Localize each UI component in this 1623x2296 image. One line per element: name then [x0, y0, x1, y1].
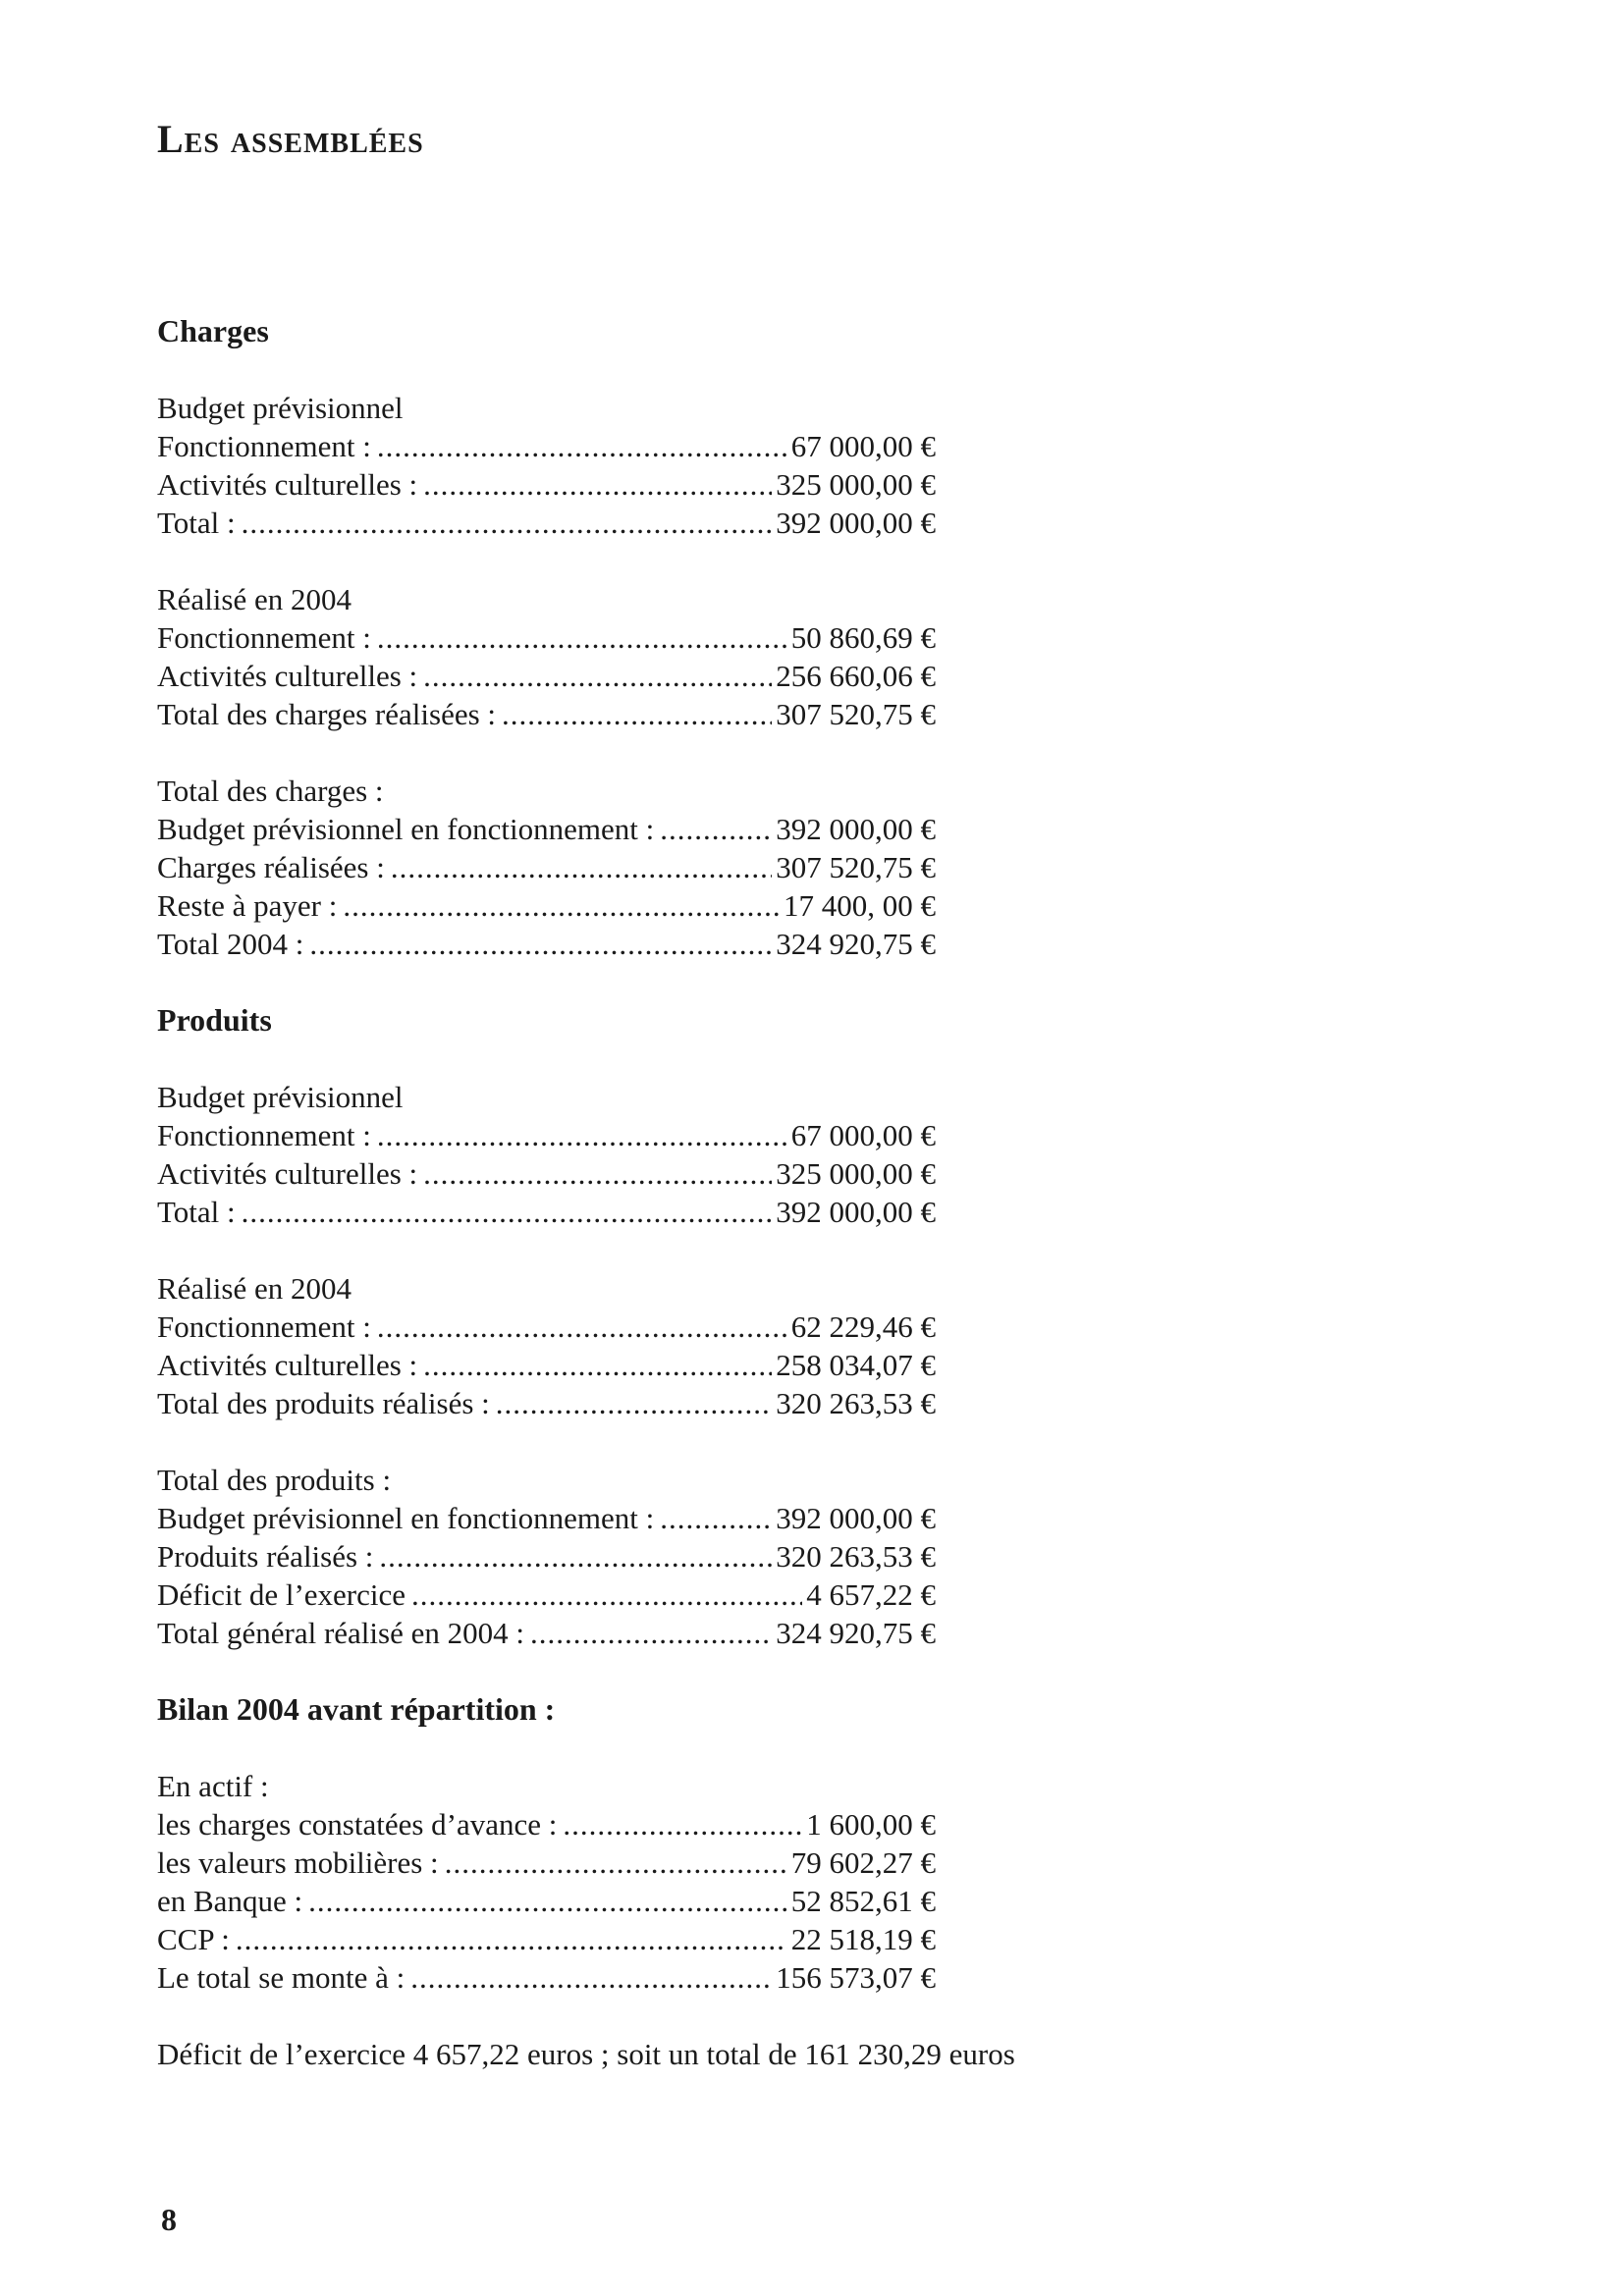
page-heading: Les assemblées [157, 117, 424, 161]
row-label: Total des charges réalisées : [157, 697, 497, 731]
row-label: Total : [157, 506, 236, 540]
row-value: 62 229,46 € [790, 1309, 936, 1344]
row-label: en Banque : [157, 1884, 303, 1918]
dot-leader [391, 848, 772, 886]
row-label: Activités culturelles : [157, 1156, 418, 1191]
row-value: 156 573,07 € [776, 1960, 936, 1995]
row-value: 52 852,61 € [790, 1884, 936, 1918]
ledger-row [157, 1920, 936, 1958]
ledger-row [157, 848, 936, 886]
row-value: 307 520,75 € [776, 850, 936, 884]
row-value: 392 000,00 € [776, 1501, 936, 1535]
group-title: Total des produits : [157, 1463, 392, 1497]
group-title: Budget prévisionnel [157, 1080, 404, 1114]
ledger-row [157, 1116, 936, 1154]
ledger-row [157, 1575, 936, 1614]
ledger-row [157, 1308, 936, 1346]
row-label: CCP : [157, 1922, 230, 1956]
row-label: Budget prévisionnel en fonctionnement : [157, 1501, 655, 1535]
dot-leader [377, 1308, 787, 1346]
row-value: 325 000,00 € [776, 467, 936, 502]
dot-leader [563, 1805, 802, 1843]
row-value: 324 920,75 € [776, 1616, 936, 1650]
dot-leader [660, 810, 772, 848]
ledger-row [157, 1958, 936, 1997]
ledger-row [157, 465, 936, 504]
row-value: 67 000,00 € [790, 429, 936, 463]
row-value: 256 660,06 € [776, 659, 936, 693]
row-value: 1 600,00 € [806, 1807, 936, 1842]
row-value: 307 520,75 € [776, 697, 936, 731]
dot-leader [242, 1193, 773, 1231]
row-value: 4 657,22 € [806, 1577, 936, 1612]
row-label: Activités culturelles : [157, 467, 418, 502]
row-label: Reste à payer : [157, 888, 338, 923]
group-title: Budget prévisionnel [157, 391, 404, 425]
ledger-row [157, 886, 936, 925]
dot-leader [530, 1614, 772, 1652]
charges-budget-group [157, 389, 943, 542]
row-label: Total général réalisé en 2004 : [157, 1616, 524, 1650]
dot-leader [242, 504, 773, 542]
dot-leader [377, 427, 787, 465]
ledger-row [157, 1346, 936, 1384]
row-label: Total 2004 : [157, 927, 304, 961]
row-value: 392 000,00 € [776, 506, 936, 540]
row-value: 325 000,00 € [776, 1156, 936, 1191]
ledger-row [157, 925, 936, 963]
ledger-row [157, 1882, 936, 1920]
ledger-row [157, 427, 936, 465]
row-value: 50 860,69 € [790, 620, 936, 655]
dot-leader [496, 1384, 772, 1422]
dot-leader [423, 1346, 772, 1384]
section-title-produits: Produits [157, 1002, 272, 1038]
dot-leader [236, 1920, 787, 1958]
row-value: 79 602,27 € [790, 1845, 936, 1880]
dot-leader [377, 1116, 787, 1154]
group-title: Réalisé en 2004 [157, 1271, 352, 1306]
row-label: Budget prévisionnel en fonctionnement : [157, 812, 655, 846]
ledger-row [157, 1843, 936, 1882]
dot-leader [377, 618, 787, 657]
charges-realise-group [157, 580, 943, 733]
row-label: Fonctionnement : [157, 1309, 371, 1344]
dot-leader [660, 1499, 772, 1537]
row-label: Total des produits réalisés : [157, 1386, 490, 1420]
row-value: 392 000,00 € [776, 812, 936, 846]
ledger-row [157, 1614, 936, 1652]
dot-leader [411, 1575, 802, 1614]
dot-leader [309, 925, 772, 963]
ledger-row [157, 1154, 936, 1193]
row-value: 324 920,75 € [776, 927, 936, 961]
dot-leader [343, 886, 780, 925]
charges-total-group [157, 772, 943, 963]
row-label: Le total se monte à : [157, 1960, 406, 1995]
ledger-row [157, 1537, 936, 1575]
row-label: Produits réalisés : [157, 1539, 374, 1574]
row-value: 258 034,07 € [776, 1348, 936, 1382]
row-value: 320 263,53 € [776, 1386, 936, 1420]
dot-leader [502, 695, 772, 733]
dot-leader [423, 1154, 772, 1193]
group-title: En actif : [157, 1769, 269, 1803]
dot-leader [423, 657, 772, 695]
dot-leader [308, 1882, 787, 1920]
dot-leader [410, 1958, 772, 1997]
row-label: Fonctionnement : [157, 429, 371, 463]
closing-statement: Déficit de l’exercice 4 657,22 euros ; soit un total de 161 230,29 euros [157, 2037, 1015, 2071]
group-title: Réalisé en 2004 [157, 582, 352, 616]
row-label: Activités culturelles : [157, 1348, 418, 1382]
row-label: les valeurs mobilières : [157, 1845, 439, 1880]
row-value: 67 000,00 € [790, 1118, 936, 1152]
ledger-row [157, 657, 936, 695]
page-number: 8 [161, 2202, 177, 2237]
dot-leader [423, 465, 772, 504]
row-value: 22 518,19 € [790, 1922, 936, 1956]
ledger-row [157, 695, 936, 733]
produits-realise-group [157, 1269, 943, 1422]
row-label: les charges constatées d’avance : [157, 1807, 558, 1842]
ledger-row [157, 504, 936, 542]
row-label: Fonctionnement : [157, 620, 371, 655]
dot-leader [445, 1843, 787, 1882]
ledger-row [157, 810, 936, 848]
row-value: 392 000,00 € [776, 1195, 936, 1229]
row-label: Fonctionnement : [157, 1118, 371, 1152]
row-label: Charges réalisées : [157, 850, 385, 884]
row-label: Total : [157, 1195, 236, 1229]
ledger-row [157, 1384, 936, 1422]
section-title-bilan: Bilan 2004 avant répartition : [157, 1691, 556, 1727]
produits-budget-group [157, 1078, 943, 1231]
produits-total-group [157, 1461, 943, 1652]
row-label: Déficit de l’exercice [157, 1577, 406, 1612]
ledger-row [157, 1805, 936, 1843]
row-value: 320 263,53 € [776, 1539, 936, 1574]
page-content [157, 312, 1015, 2073]
row-value: 17 400, 00 € [784, 888, 936, 923]
section-title-charges: Charges [157, 313, 269, 348]
ledger-row [157, 1499, 936, 1537]
row-label: Activités culturelles : [157, 659, 418, 693]
ledger-row [157, 1193, 936, 1231]
ledger-row [157, 618, 936, 657]
group-title: Total des charges : [157, 774, 384, 808]
bilan-actif-group [157, 1767, 943, 1997]
dot-leader [379, 1537, 772, 1575]
